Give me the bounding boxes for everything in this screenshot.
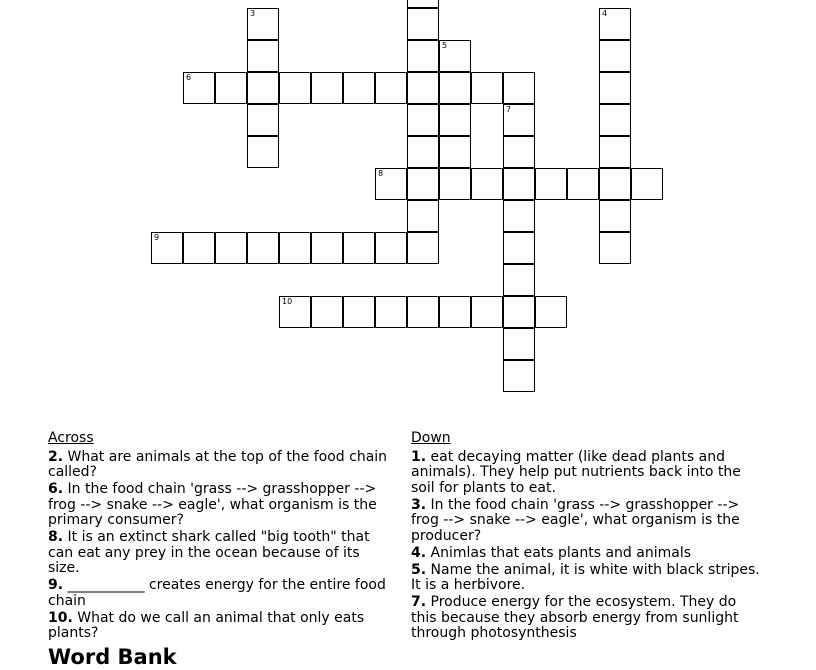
crossword-cell[interactable] bbox=[407, 200, 439, 232]
crossword-cell[interactable] bbox=[503, 168, 535, 200]
crossword-cell[interactable] bbox=[503, 296, 535, 328]
crossword-cell[interactable] bbox=[599, 232, 631, 264]
crossword-cell[interactable] bbox=[503, 136, 535, 168]
clue-number: 9 bbox=[154, 233, 160, 242]
crossword-cell[interactable] bbox=[279, 232, 311, 264]
crossword-cell[interactable] bbox=[375, 232, 407, 264]
crossword-cell[interactable] bbox=[503, 264, 535, 296]
clue-text: Produce energy for the ecosystem. They do this because they absorb energy from sunlight through photosynthesis bbox=[411, 594, 739, 641]
crossword-cell[interactable] bbox=[439, 136, 471, 168]
clue-number: 10 bbox=[282, 297, 293, 306]
crossword-cell[interactable] bbox=[599, 72, 631, 104]
clue-num: 8. bbox=[48, 529, 64, 545]
crossword-cell[interactable] bbox=[599, 200, 631, 232]
crossword-cell[interactable] bbox=[631, 168, 663, 200]
crossword-cell[interactable] bbox=[503, 104, 535, 136]
across-clue bbox=[48, 450, 393, 481]
crossword-cell[interactable] bbox=[439, 40, 471, 72]
across-heading: Across bbox=[48, 430, 94, 446]
crossword-cell[interactable] bbox=[407, 72, 439, 104]
crossword-cell[interactable] bbox=[535, 168, 567, 200]
crossword-cell[interactable] bbox=[183, 72, 215, 104]
crossword-cell[interactable] bbox=[279, 296, 311, 328]
crossword-cell[interactable] bbox=[311, 72, 343, 104]
clue-text: Name the animal, it is white with black stripes. It is a herbivore. bbox=[411, 561, 760, 593]
crossword-cell[interactable] bbox=[247, 72, 279, 104]
crossword-cell[interactable] bbox=[407, 296, 439, 328]
crossword-cell[interactable] bbox=[183, 232, 215, 264]
clue-num: 3. bbox=[411, 496, 427, 513]
clue-num: 7. bbox=[411, 594, 427, 610]
across-clue bbox=[48, 482, 393, 529]
crossword-cell[interactable] bbox=[503, 232, 535, 264]
word-bank-title: Word Bank bbox=[48, 645, 177, 669]
crossword-cell[interactable] bbox=[375, 296, 407, 328]
crossword-cell[interactable] bbox=[407, 0, 439, 8]
crossword-cell[interactable] bbox=[407, 168, 439, 200]
across-clue-list bbox=[48, 450, 393, 642]
crossword-cell[interactable] bbox=[471, 72, 503, 104]
crossword-cell[interactable] bbox=[503, 72, 535, 104]
clue-text: In the food chain 'grass --> grasshopper --> frog --> snake --> eagle', what organism is the primary consumer? bbox=[48, 481, 377, 528]
crossword-cell[interactable] bbox=[407, 8, 439, 40]
clue-num: 2. bbox=[48, 448, 64, 465]
clue-text: It is an extinct shark called "big tooth" that can eat any prey in the ocean because of its size. bbox=[48, 529, 370, 576]
crossword-cell[interactable] bbox=[215, 72, 247, 104]
crossword-cell[interactable] bbox=[151, 232, 183, 264]
crossword-cell[interactable] bbox=[407, 232, 439, 264]
crossword-cell[interactable] bbox=[471, 296, 503, 328]
clue-num: 1. bbox=[411, 448, 427, 465]
crossword-cell[interactable] bbox=[311, 296, 343, 328]
clue-text: eat decaying matter (like dead plants and animals). They help put nutrients back into the soil for plants to eat. bbox=[411, 448, 741, 496]
clue-num: 4. bbox=[411, 544, 427, 561]
down-clue bbox=[411, 595, 766, 642]
crossword-cell[interactable] bbox=[375, 72, 407, 104]
crossword-cell[interactable] bbox=[599, 136, 631, 168]
crossword-cell[interactable] bbox=[599, 168, 631, 200]
crossword-cell[interactable] bbox=[599, 40, 631, 72]
clue-num: 6. bbox=[48, 481, 64, 497]
clue-num: 10. bbox=[48, 609, 73, 626]
crossword-cell[interactable] bbox=[343, 296, 375, 328]
clue-number: 8 bbox=[378, 169, 384, 178]
clue-text: What do we call an animal that only eats plants? bbox=[48, 609, 365, 641]
crossword-cell[interactable] bbox=[247, 104, 279, 136]
down-heading: Down bbox=[411, 430, 451, 446]
down-clue bbox=[411, 563, 766, 594]
down-clue bbox=[411, 450, 766, 497]
crossword-cell[interactable] bbox=[599, 104, 631, 136]
crossword-cell[interactable] bbox=[535, 296, 567, 328]
crossword-cell[interactable] bbox=[247, 232, 279, 264]
across-clue bbox=[48, 578, 393, 609]
clue-number: 5 bbox=[442, 41, 448, 50]
crossword-cell[interactable] bbox=[247, 8, 279, 40]
crossword-cell[interactable] bbox=[247, 136, 279, 168]
clue-text: What are animals at the top of the food chain called? bbox=[48, 448, 388, 480]
crossword-cell[interactable] bbox=[375, 168, 407, 200]
down-clue bbox=[411, 498, 766, 545]
crossword-cell[interactable] bbox=[247, 40, 279, 72]
crossword-cell[interactable] bbox=[471, 168, 503, 200]
down-clue-list bbox=[411, 450, 766, 642]
clue-number: 7 bbox=[506, 105, 512, 114]
crossword-cell[interactable] bbox=[503, 360, 535, 392]
crossword-cell[interactable] bbox=[407, 136, 439, 168]
clue-num: 9. bbox=[48, 577, 64, 593]
across-clue bbox=[48, 611, 393, 642]
clue-num: 5. bbox=[411, 561, 427, 578]
crossword-cell[interactable] bbox=[567, 168, 599, 200]
crossword-cell[interactable] bbox=[407, 40, 439, 72]
crossword-cell[interactable] bbox=[311, 232, 343, 264]
clue-number: 6 bbox=[186, 73, 192, 82]
clue-text: ___________ creates energy for the entire food chain bbox=[48, 577, 386, 609]
across-clues bbox=[48, 431, 393, 643]
across-clue bbox=[48, 530, 393, 577]
crossword-cell[interactable] bbox=[343, 72, 375, 104]
crossword-cell[interactable] bbox=[215, 232, 247, 264]
clue-text: In the food chain 'grass --> grasshopper --> frog --> snake --> eagle', what organism is the producer? bbox=[411, 496, 740, 544]
clue-number: 4 bbox=[602, 9, 608, 18]
crossword-cell[interactable] bbox=[599, 8, 631, 40]
clue-text: Animlas that eats plants and animals bbox=[430, 544, 692, 561]
down-clue bbox=[411, 546, 766, 562]
crossword-cell[interactable] bbox=[279, 72, 311, 104]
crossword-cell[interactable] bbox=[503, 328, 535, 360]
down-clues bbox=[411, 431, 766, 643]
clue-number: 3 bbox=[250, 9, 256, 18]
crossword-cell[interactable] bbox=[407, 104, 439, 136]
crossword-cell[interactable] bbox=[439, 168, 471, 200]
crossword-cell[interactable] bbox=[503, 200, 535, 232]
crossword-cell[interactable] bbox=[439, 104, 471, 136]
crossword-cell[interactable] bbox=[439, 72, 471, 104]
crossword-cell[interactable] bbox=[439, 296, 471, 328]
crossword-cell[interactable] bbox=[343, 232, 375, 264]
